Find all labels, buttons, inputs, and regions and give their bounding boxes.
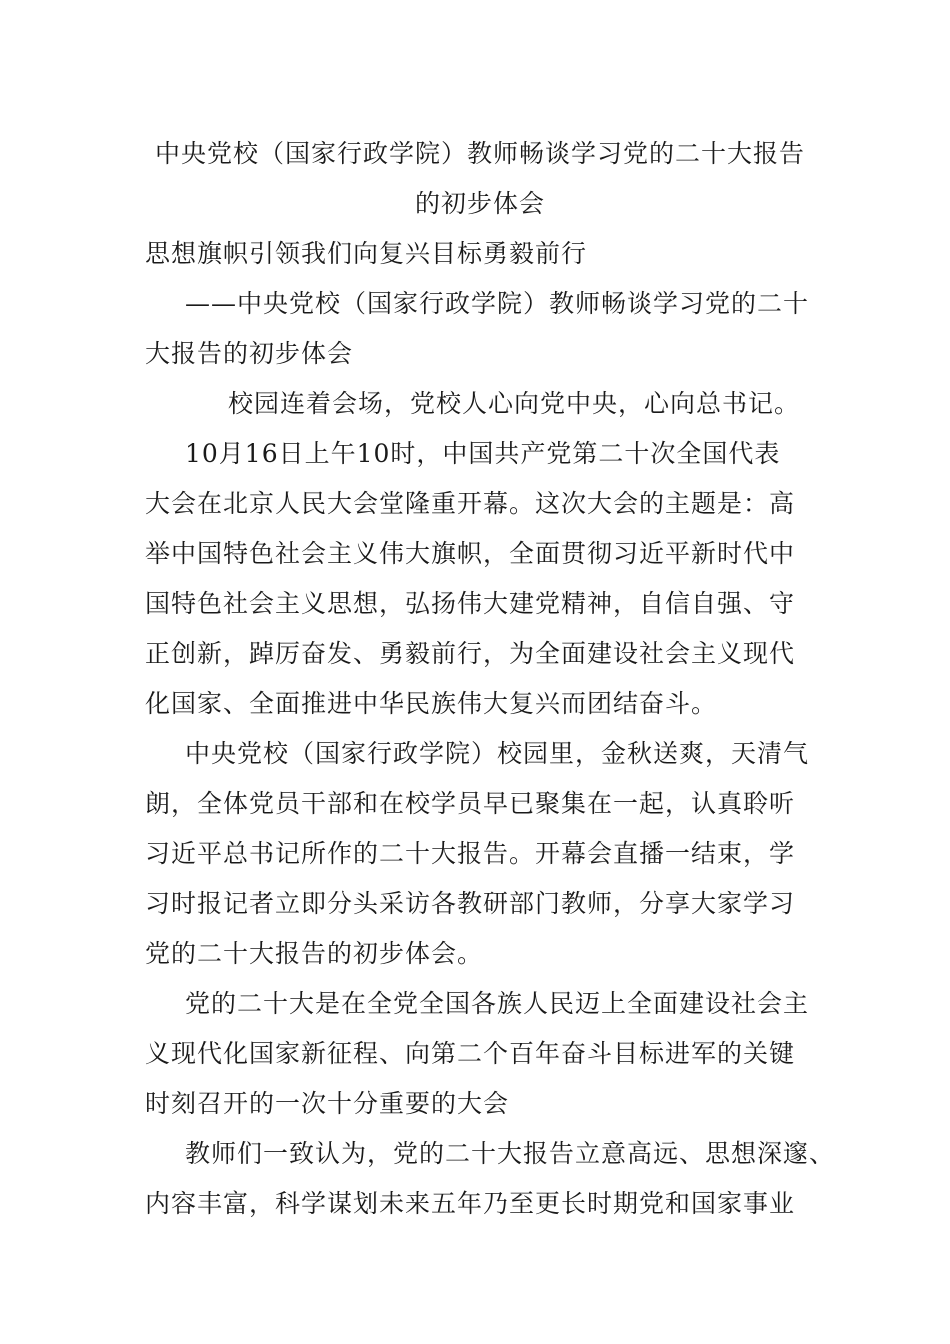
paragraph-line: 内容丰富，科学谋划未来五年乃至更长时期党和国家事业 — [145, 1189, 796, 1218]
paragraph-line: 习时报记者立即分头采访各教研部门教师，分享大家学习 — [145, 889, 796, 918]
paragraph-line: 党的二十大报告的初步体会。 — [145, 939, 484, 968]
paragraph-line: 10月16日上午10时，中国共产党第二十次全国代表 — [185, 439, 781, 468]
subtitle-line-1: ——中央党校（国家行政学院）教师畅谈学习党的二十 — [185, 289, 810, 318]
subtitle-line-2: 大报告的初步体会 — [145, 339, 354, 368]
paragraph-line: 朗，全体党员干部和在校学员早已聚集在一起，认真聆听 — [145, 789, 796, 818]
title-line-1: 中央党校（国家行政学院）教师畅谈学习党的二十大报告 — [154, 139, 805, 168]
paragraph-line: 中央党校（国家行政学院）校园里，金秋送爽，天清气 — [185, 739, 810, 768]
lead-paragraph: 校园连着会场，党校人心向党中央，心向总书记。 — [228, 389, 801, 418]
headline: 思想旗帜引领我们向复兴目标勇毅前行 — [145, 239, 588, 268]
paragraph-line: 大会在北京人民大会堂隆重开幕。这次大会的主题是：高 — [145, 489, 796, 518]
paragraph-line: 举中国特色社会主义伟大旗帜，全面贯彻习近平新时代中 — [145, 539, 796, 568]
paragraph-line: 义现代化国家新征程、向第二个百年奋斗目标进军的关键 — [145, 1039, 796, 1068]
paragraph-line: 化国家、全面推进中华民族伟大复兴而团结奋斗。 — [145, 689, 718, 718]
paragraph-line: 时刻召开的一次十分重要的大会 — [145, 1089, 510, 1118]
paragraph-line: 正创新，踔厉奋发、勇毅前行，为全面建设社会主义现代 — [145, 639, 796, 668]
paragraph-line: 教师们一致认为，党的二十大报告立意高远、思想深邃、 — [185, 1139, 836, 1168]
paragraph-line: 国特色社会主义思想，弘扬伟大建党精神，自信自强、守 — [145, 589, 796, 618]
title-line-2: 的初步体会 — [414, 189, 545, 218]
paragraph-line: 习近平总书记所作的二十大报告。开幕会直播一结束，学 — [145, 839, 796, 868]
paragraph-line: 党的二十大是在全党全国各族人民迈上全面建设社会主 — [185, 989, 810, 1018]
